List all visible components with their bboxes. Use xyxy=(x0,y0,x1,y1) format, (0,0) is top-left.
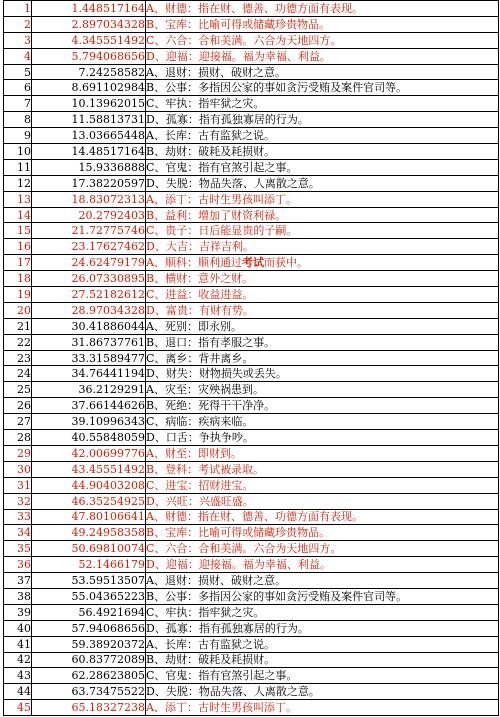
description-text-start: A、顺科：顺利通过 xyxy=(146,256,242,270)
row-number-cell[interactable]: 24 xyxy=(4,366,32,382)
table-row xyxy=(4,318,499,334)
description-cell[interactable]: D、失脱：物品失落、人离散之意。 xyxy=(146,684,499,700)
value-cell[interactable]: 47.80106641 xyxy=(32,509,146,525)
row-number-cell[interactable]: 7 xyxy=(4,96,32,112)
row-number-cell[interactable]: 9 xyxy=(4,128,32,144)
table-row xyxy=(4,541,499,557)
value-cell[interactable]: 31.86737761 xyxy=(32,334,146,350)
description-cell[interactable]: D、失脱：物品失落、人离散之意。 xyxy=(146,175,499,191)
value-cell[interactable]: 30.41886044 xyxy=(32,318,146,334)
value-cell[interactable]: 65.18327238 xyxy=(32,700,146,716)
description-highlight: 考试 xyxy=(241,256,264,270)
table-row xyxy=(4,445,499,461)
table-row xyxy=(4,573,499,589)
row-number-cell[interactable]: 28 xyxy=(4,430,32,446)
description-cell[interactable]: D、口舌：争执争吵。 xyxy=(146,430,499,446)
value-cell[interactable]: 46.35254925 xyxy=(32,493,146,509)
value-cell[interactable]: 44.90403208 xyxy=(32,477,146,493)
row-number-cell[interactable]: 27 xyxy=(4,414,32,430)
table-row xyxy=(4,652,499,668)
row-number-cell[interactable]: 12 xyxy=(4,175,32,191)
table-row xyxy=(4,48,499,64)
value-cell[interactable]: 8.691102984 xyxy=(32,80,146,96)
table-row xyxy=(4,620,499,636)
table-row xyxy=(4,636,499,652)
description-cell[interactable]: C、官鬼：指有官煞引起之事。 xyxy=(146,159,499,175)
description-cell[interactable]: B、益利：增加了财资利禄。 xyxy=(146,207,499,223)
row-number-cell[interactable]: 8 xyxy=(4,112,32,128)
value-cell[interactable]: 39.10996343 xyxy=(32,414,146,430)
table-row xyxy=(4,398,499,414)
description-cell[interactable]: D、财失：财物损失或丢失。 xyxy=(146,366,499,382)
description-cell[interactable]: C、病临：疾病来临。 xyxy=(146,414,499,430)
value-cell[interactable]: 1.448517164 xyxy=(32,1,146,17)
description-cell[interactable]: B、退口：指有孝服之事。 xyxy=(146,334,499,350)
value-cell[interactable]: 50.69810074 xyxy=(32,541,146,557)
description-cell[interactable]: B、死绝：死得干干净净。 xyxy=(146,398,499,414)
row-number-cell[interactable]: 35 xyxy=(4,541,32,557)
description-cell[interactable]: C、牢执：指牢狱之灾。 xyxy=(146,96,499,112)
description-cell[interactable]: A、长库：古有监狱之说。 xyxy=(146,636,499,652)
description-cell[interactable]: B、公事：多指因公家的事如贪污受贿及案件官司等。 xyxy=(146,80,499,96)
value-cell[interactable]: 23.17627462 xyxy=(32,239,146,255)
value-cell[interactable]: 24.62479179 xyxy=(32,255,146,271)
value-cell[interactable]: 34.76441194 xyxy=(32,366,146,382)
value-cell[interactable]: 14.48517164 xyxy=(32,144,146,160)
row-number-cell[interactable]: 37 xyxy=(4,573,32,589)
table-row xyxy=(4,80,499,96)
table-row xyxy=(4,604,499,620)
row-number-cell[interactable]: 20 xyxy=(4,302,32,318)
table-row xyxy=(4,493,499,509)
description-cell[interactable]: B、公事：多指因公家的事如贪污受贿及案件官司等。 xyxy=(146,588,499,604)
table-row xyxy=(4,223,499,239)
row-number-cell[interactable]: 44 xyxy=(4,684,32,700)
row-number-cell[interactable]: 38 xyxy=(4,588,32,604)
value-cell[interactable]: 59.38920372 xyxy=(32,636,146,652)
row-number-cell[interactable]: 4 xyxy=(4,48,32,64)
row-number-cell[interactable]: 34 xyxy=(4,525,32,541)
table-row xyxy=(4,207,499,223)
description-cell[interactable]: C、六合：合和美满。六合为天地四方。 xyxy=(146,32,499,48)
table-row xyxy=(4,461,499,477)
row-number-cell[interactable]: 11 xyxy=(4,159,32,175)
row-number-cell[interactable]: 41 xyxy=(4,636,32,652)
description-cell[interactable]: B、劫财：破耗及耗损财。 xyxy=(146,652,499,668)
table-row xyxy=(4,414,499,430)
value-cell[interactable]: 57.94068656 xyxy=(32,620,146,636)
row-number-cell[interactable]: 18 xyxy=(4,271,32,287)
table-row xyxy=(4,1,499,17)
description-cell[interactable]: D、迎福：迎接福。福为幸福、利益。 xyxy=(146,48,499,64)
value-cell[interactable]: 43.45551492 xyxy=(32,461,146,477)
table-row xyxy=(4,477,499,493)
table-row xyxy=(4,430,499,446)
description-cell[interactable]: B、横财：意外之财。 xyxy=(146,271,499,287)
table-row xyxy=(4,16,499,32)
value-cell[interactable]: 7.24258582 xyxy=(32,64,146,80)
value-cell[interactable]: 37.66144626 xyxy=(32,398,146,414)
description-cell[interactable]: A、财德：指在财、德善、功德方面有表现。 xyxy=(146,509,499,525)
description-cell[interactable]: A、退财：损财、破财之意。 xyxy=(146,573,499,589)
row-number-cell[interactable]: 22 xyxy=(4,334,32,350)
row-number-cell[interactable]: 14 xyxy=(4,207,32,223)
description-cell[interactable]: C、进宝：招财进宝。 xyxy=(146,477,499,493)
value-cell[interactable]: 55.04365223 xyxy=(32,588,146,604)
description-cell[interactable]: B、劫财：破耗及耗损财。 xyxy=(146,144,499,160)
description-cell[interactable]: D、孤寡：指有孤独寡居的行为。 xyxy=(146,620,499,636)
table-row xyxy=(4,557,499,573)
table-row xyxy=(4,700,499,716)
row-number-cell[interactable]: 25 xyxy=(4,382,32,398)
value-cell[interactable]: 11.58813731 xyxy=(32,112,146,128)
table-row xyxy=(4,144,499,160)
description-cell[interactable]: A、添丁：古时生男孩叫添丁。 xyxy=(146,191,499,207)
value-cell[interactable]: 15.9336888 xyxy=(32,159,146,175)
table-row xyxy=(4,287,499,303)
table-row xyxy=(4,350,499,366)
value-cell[interactable]: 60.83772089 xyxy=(32,652,146,668)
description-cell[interactable]: A、财至：即财到。 xyxy=(146,445,499,461)
row-number-cell[interactable]: 30 xyxy=(4,461,32,477)
row-number-cell[interactable]: 32 xyxy=(4,493,32,509)
value-cell[interactable]: 42.00699776 xyxy=(32,445,146,461)
table-row xyxy=(4,684,499,700)
row-number-cell[interactable]: 19 xyxy=(4,287,32,303)
description-cell[interactable]: C、离乡：背井离乡。 xyxy=(146,350,499,366)
table-row xyxy=(4,112,499,128)
value-cell[interactable]: 56.4921694 xyxy=(32,604,146,620)
description-cell[interactable] xyxy=(146,255,499,271)
row-number-cell[interactable]: 23 xyxy=(4,350,32,366)
value-cell[interactable]: 27.52182612 xyxy=(32,287,146,303)
table-row xyxy=(4,128,499,144)
row-number-cell[interactable]: 36 xyxy=(4,557,32,573)
value-cell[interactable]: 33.31589477 xyxy=(32,350,146,366)
table-row xyxy=(4,509,499,525)
table-row xyxy=(4,191,499,207)
value-cell[interactable]: 10.13962015 xyxy=(32,96,146,112)
description-cell[interactable]: D、迎福：迎接福。福为幸福、利益。 xyxy=(146,557,499,573)
row-number-cell[interactable]: 17 xyxy=(4,255,32,271)
row-number-cell[interactable]: 6 xyxy=(4,80,32,96)
description-text-end: 而获中。 xyxy=(263,256,308,270)
value-cell[interactable]: 63.73475522 xyxy=(32,684,146,700)
row-number-cell[interactable]: 1 xyxy=(4,1,32,17)
row-number-cell[interactable]: 40 xyxy=(4,620,32,636)
row-number-cell[interactable]: 26 xyxy=(4,398,32,414)
table-row xyxy=(4,64,499,80)
table-row xyxy=(4,366,499,382)
table-row xyxy=(4,302,499,318)
value-cell[interactable]: 52.1466179 xyxy=(32,557,146,573)
description-cell[interactable]: D、富贵：有财有势。 xyxy=(146,302,499,318)
description-cell[interactable]: B、登科：考试被录取。 xyxy=(146,461,499,477)
table-row xyxy=(4,96,499,112)
description-cell[interactable]: C、牢执：指牢狱之灾。 xyxy=(146,604,499,620)
row-number-cell[interactable]: 10 xyxy=(4,144,32,160)
table-row xyxy=(4,271,499,287)
row-number-cell[interactable]: 39 xyxy=(4,604,32,620)
row-number-cell[interactable]: 45 xyxy=(4,700,32,716)
row-number-cell[interactable]: 42 xyxy=(4,652,32,668)
value-cell[interactable]: 5.794068656 xyxy=(32,48,146,64)
row-number-cell[interactable]: 29 xyxy=(4,445,32,461)
row-number-cell[interactable]: 31 xyxy=(4,477,32,493)
description-cell[interactable]: A、死别：即永别。 xyxy=(146,318,499,334)
table-row xyxy=(4,239,499,255)
description-cell[interactable]: D、兴旺：兴盛旺盛。 xyxy=(146,493,499,509)
value-cell[interactable]: 2.897034328 xyxy=(32,16,146,32)
table-row xyxy=(4,525,499,541)
table-row xyxy=(4,588,499,604)
table-row xyxy=(4,382,499,398)
value-cell[interactable]: 18.83072313 xyxy=(32,191,146,207)
table-row xyxy=(4,175,499,191)
description-cell[interactable]: C、贵子：日后能显贵的子嗣。 xyxy=(146,223,499,239)
table-row xyxy=(4,668,499,684)
value-cell[interactable]: 4.345551492 xyxy=(32,32,146,48)
row-number-cell[interactable]: 2 xyxy=(4,16,32,32)
row-number-cell[interactable]: 13 xyxy=(4,191,32,207)
value-cell[interactable]: 49.24958358 xyxy=(32,525,146,541)
row-number-cell[interactable]: 5 xyxy=(4,64,32,80)
description-cell[interactable]: C、官鬼：指有官煞引起之事。 xyxy=(146,668,499,684)
value-cell[interactable]: 36.2129291 xyxy=(32,382,146,398)
table-row xyxy=(4,159,499,175)
description-cell[interactable]: A、退财：损财、破财之意。 xyxy=(146,64,499,80)
row-number-cell[interactable]: 21 xyxy=(4,318,32,334)
row-number-cell[interactable]: 33 xyxy=(4,509,32,525)
row-number-cell[interactable]: 3 xyxy=(4,32,32,48)
row-number-cell[interactable]: 15 xyxy=(4,223,32,239)
description-cell[interactable]: A、添丁：古时生男孩叫添丁。 xyxy=(146,700,499,716)
spreadsheet-table xyxy=(3,0,499,716)
value-cell[interactable]: 62.28623805 xyxy=(32,668,146,684)
value-cell[interactable]: 40.55848059 xyxy=(32,430,146,446)
row-number-cell[interactable]: 43 xyxy=(4,668,32,684)
table-row xyxy=(4,334,499,350)
description-cell[interactable]: B、宝库：比喻可得或储藏珍贵物品。 xyxy=(146,16,499,32)
description-cell[interactable]: C、进益：收益进益。 xyxy=(146,287,499,303)
value-cell[interactable]: 21.72775746 xyxy=(32,223,146,239)
value-cell[interactable]: 26.07330895 xyxy=(32,271,146,287)
table-body xyxy=(4,1,499,716)
table-row xyxy=(4,255,499,271)
description-cell[interactable]: D、大吉：吉祥吉利。 xyxy=(146,239,499,255)
table-row xyxy=(4,32,499,48)
description-cell[interactable]: B、宝库：比喻可得或储藏珍贵物品。 xyxy=(146,525,499,541)
row-number-cell[interactable]: 16 xyxy=(4,239,32,255)
value-cell[interactable]: 20.2792403 xyxy=(32,207,146,223)
description-cell[interactable]: A、长库：古有监狱之说。 xyxy=(146,128,499,144)
value-cell[interactable]: 53.59513507 xyxy=(32,573,146,589)
value-cell[interactable]: 13.03665448 xyxy=(32,128,146,144)
value-cell[interactable]: 17.38220597 xyxy=(32,175,146,191)
description-cell[interactable]: C、六合：合和美满。六合为天地四方。 xyxy=(146,541,499,557)
description-cell[interactable]: A、财德：指在财、德善、功德方面有表现。 xyxy=(146,1,499,17)
value-cell[interactable]: 28.97034328 xyxy=(32,302,146,318)
description-cell[interactable]: D、孤寡：指有孤独寡居的行为。 xyxy=(146,112,499,128)
description-cell[interactable]: A、灾至：灾殃祸患到。 xyxy=(146,382,499,398)
